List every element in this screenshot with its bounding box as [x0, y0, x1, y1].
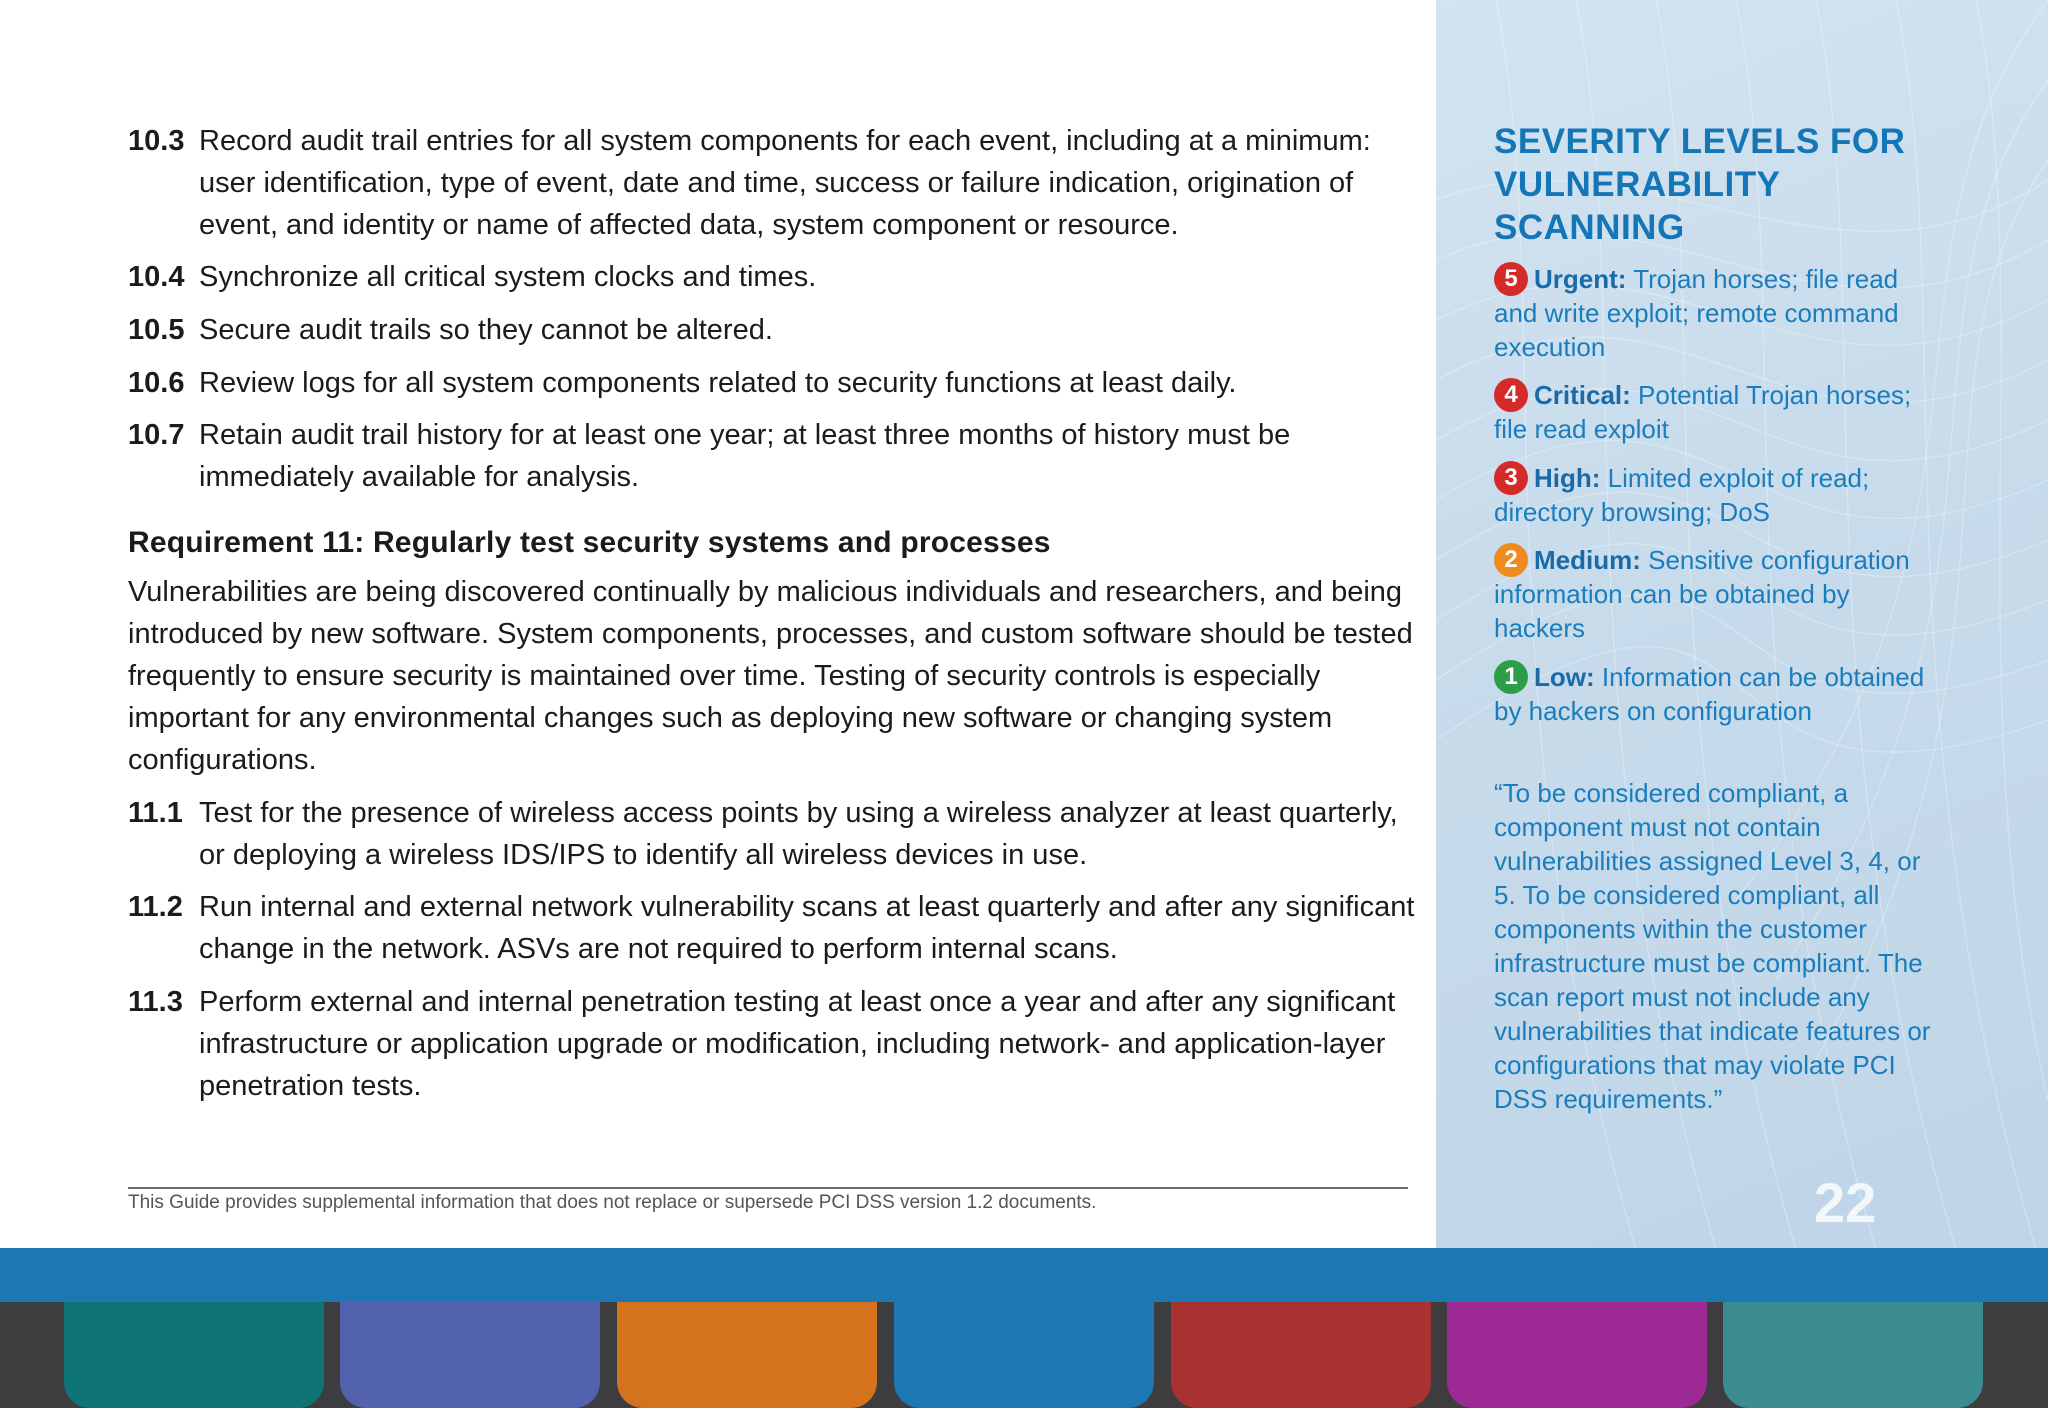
requirement-text: Test for the presence of wireless access points by using a wireless analyzer at least quarterly, or deploying a wireless IDS/IPS to identify all wireless devices in use. [199, 797, 1398, 871]
requirement-11-intro: Vulnerabilities are being discovered continually by malicious individuals and researchers, and being introduced by new software. System components, processes, and custom software should be tested frequently to ensure security is maintained over time. Testing of security controls is especially important for any environmental changes such as deploying new software or changing system configurations. [128, 576, 1413, 776]
severity-badge: 1 [1494, 660, 1528, 694]
footer-note: This Guide provides supplemental information that does not replace or supersede PCI DSS version 1.2 documents. [128, 1192, 1097, 1213]
requirement-text: Perform external and internal penetration testing at least once a year and after any significant infrastructure or application upgrade or modification, including network- and application-layer penetration tests. [199, 986, 1396, 1102]
section-tab-2[interactable] [340, 1302, 600, 1408]
section-tab-1[interactable] [64, 1302, 324, 1408]
requirement-11-2 [128, 886, 1418, 970]
severity-badge: 5 [1494, 262, 1528, 296]
requirement-10-5 [128, 309, 1418, 351]
requirement-11-heading: Requirement 11: Regularly test security systems and processes [128, 526, 1051, 559]
severity-description: Trojan horses; file read and write exploit; remote command execution [1494, 264, 1899, 362]
requirement-number: 10.4 [128, 261, 185, 293]
severity-level-urgent [1494, 262, 1934, 364]
requirement-number: 11.1 [128, 797, 183, 829]
requirement-10-4 [128, 256, 1418, 298]
section-tab-7[interactable] [1723, 1302, 1983, 1408]
severity-label: Critical: [1534, 380, 1631, 410]
severity-badge: 2 [1494, 543, 1528, 577]
severity-level-medium [1494, 543, 1934, 645]
requirement-10-6 [128, 362, 1418, 404]
page-number: 22 [1814, 1171, 1877, 1234]
requirement-number: 10.3 [128, 125, 185, 157]
requirement-number: 10.6 [128, 367, 185, 399]
severity-label: Medium: [1534, 545, 1641, 575]
severity-description: Limited exploit of read; directory browsing; DoS [1494, 463, 1870, 527]
section-tab-5[interactable] [1171, 1302, 1431, 1408]
requirement-11-1 [128, 792, 1418, 876]
requirement-text: Review logs for all system components related to security functions at least daily. [199, 367, 1237, 399]
requirement-number: 11.3 [128, 986, 183, 1018]
requirement-number: 11.2 [128, 891, 183, 923]
section-tab-3[interactable] [617, 1302, 877, 1408]
requirement-10-3 [128, 120, 1418, 246]
compliance-quote: “To be considered compliant, a component must not contain vulnerabilities assigned Level 3, 4, or 5. To be considered compliant, all components within the customer infrastructure must be compliant. The scan report must not include any vulnerabilities that indicate features or configurations that may violate PCI DSS requirements.” [1494, 778, 1931, 1114]
sidebar-heading: SEVERITY LEVELS FOR VULNERABILITY SCANNING [1494, 122, 1906, 247]
severity-badge: 4 [1494, 378, 1528, 412]
requirement-11-3 [128, 981, 1418, 1107]
severity-badge: 3 [1494, 461, 1528, 495]
severity-level-critical [1494, 378, 1934, 446]
requirement-text: Secure audit trails so they cannot be altered. [199, 314, 773, 346]
severity-level-high [1494, 461, 1934, 529]
severity-label: Urgent: [1534, 264, 1627, 294]
severity-description: Information can be obtained by hackers on configuration [1494, 662, 1925, 726]
section-tab-4-active[interactable] [894, 1296, 1154, 1408]
severity-level-low [1494, 660, 1934, 728]
requirement-number: 10.5 [128, 314, 185, 346]
severity-description: Sensitive configuration information can be obtained by hackers [1494, 545, 1910, 643]
requirement-10-7 [128, 414, 1418, 498]
requirement-text: Record audit trail entries for all system components for each event, including at a minimum: user identification, type of event, date and time, success or failure indication, origination of event, and identity or name of affected data, system component or resource. [199, 125, 1371, 241]
requirement-text: Run internal and external network vulnerability scans at least quarterly and after any significant change in the network. ASVs are not required to perform internal scans. [199, 891, 1415, 965]
requirement-number: 10.7 [128, 419, 185, 451]
severity-description: Potential Trojan horses; file read exploit [1494, 380, 1912, 444]
footer-divider [128, 1187, 1408, 1189]
severity-label: High: [1534, 463, 1601, 493]
section-tab-6[interactable] [1447, 1302, 1707, 1408]
requirement-text: Retain audit trail history for at least one year; at least three months of history must be immediately available for analysis. [199, 419, 1291, 493]
requirement-text: Synchronize all critical system clocks and times. [199, 261, 817, 293]
severity-label: Low: [1534, 662, 1595, 692]
bottom-bar [0, 1248, 2048, 1302]
